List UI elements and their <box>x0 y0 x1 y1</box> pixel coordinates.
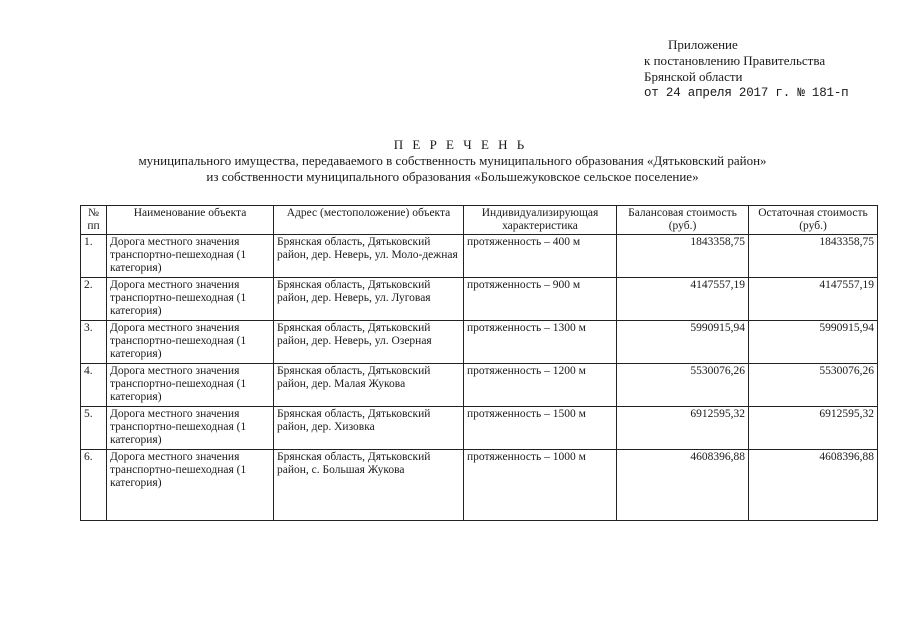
row-balance: 4608396,88 <box>617 450 749 521</box>
row-name: Дорога местного значения транспортно-пешеходная (1 категория) <box>107 450 274 521</box>
row-residual: 6912595,32 <box>749 407 878 450</box>
row-balance: 5990915,94 <box>617 321 749 364</box>
appendix-block <box>644 37 848 101</box>
row-num: 1. <box>81 235 107 278</box>
appendix-region-line: Брянской области <box>644 69 743 84</box>
heading-line-1: муниципального имущества, передаваемого в собственность муниципального образования «Дятьковский район» <box>138 153 767 168</box>
header-balance: Балансовая стоимость (руб.) <box>617 206 749 235</box>
row-name: Дорога местного значения транспортно-пешеходная (1 категория) <box>107 278 274 321</box>
row-num: 5. <box>81 407 107 450</box>
row-balance: 1843358,75 <box>617 235 749 278</box>
table-row <box>81 321 878 364</box>
row-num: 2. <box>81 278 107 321</box>
header-num: № пп <box>81 206 107 235</box>
row-balance: 6912595,32 <box>617 407 749 450</box>
row-num: 4. <box>81 364 107 407</box>
row-residual: 4608396,88 <box>749 450 878 521</box>
row-balance: 4147557,19 <box>617 278 749 321</box>
header-name: Наименование объекта <box>107 206 274 235</box>
row-residual: 4147557,19 <box>749 278 878 321</box>
header-residual: Остаточная стоимость (руб.) <box>749 206 878 235</box>
row-characteristic: протяженность – 400 м <box>464 235 617 278</box>
appendix-resolution-line: к постановлению Правительства <box>644 53 826 68</box>
row-address: Брянская область, Дятьковский район, дер. Хизовка <box>274 407 464 450</box>
row-characteristic: протяженность – 900 м <box>464 278 617 321</box>
table-row <box>81 235 878 278</box>
table-header-row <box>81 206 878 235</box>
row-name: Дорога местного значения транспортно-пешеходная (1 категория) <box>107 321 274 364</box>
header-address: Адрес (местоположение) объекта <box>274 206 464 235</box>
appendix-title: Приложение <box>668 37 738 52</box>
table-row <box>81 407 878 450</box>
row-address: Брянская область, Дятьковский район, дер. Неверь, ул. Моло-дежная <box>274 235 464 278</box>
row-num: 6. <box>81 450 107 521</box>
row-address: Брянская область, Дятьковский район, дер. Неверь, ул. Озерная <box>274 321 464 364</box>
row-characteristic: протяженность – 1200 м <box>464 364 617 407</box>
property-table <box>80 205 878 521</box>
row-name: Дорога местного значения транспортно-пешеходная (1 категория) <box>107 235 274 278</box>
row-name: Дорога местного значения транспортно-пешеходная (1 категория) <box>107 364 274 407</box>
row-characteristic: протяженность – 1500 м <box>464 407 617 450</box>
heading-line-2: из собственности муниципального образования «Большежуковское сельское поселение» <box>206 169 699 184</box>
row-characteristic: протяженность – 1000 м <box>464 450 617 521</box>
document-heading <box>0 136 905 185</box>
header-characteristic: Индивидуализирующая характеристика <box>464 206 617 235</box>
appendix-date-number: от 24 апреля 2017 г. № 181-п <box>644 86 849 100</box>
table-row <box>81 364 878 407</box>
row-residual: 1843358,75 <box>749 235 878 278</box>
row-name: Дорога местного значения транспортно-пешеходная (1 категория) <box>107 407 274 450</box>
row-address: Брянская область, Дятьковский район, дер. Неверь, ул. Луговая <box>274 278 464 321</box>
row-residual: 5990915,94 <box>749 321 878 364</box>
row-characteristic: протяженность – 1300 м <box>464 321 617 364</box>
table-row <box>81 278 878 321</box>
row-num: 3. <box>81 321 107 364</box>
row-residual: 5530076,26 <box>749 364 878 407</box>
document-title: П Е Р Е Ч Е Н Ь <box>393 137 528 152</box>
row-address: Брянская область, Дятьковский район, дер. Малая Жукова <box>274 364 464 407</box>
row-address: Брянская область, Дятьковский район, с. Большая Жукова <box>274 450 464 521</box>
table-row <box>81 450 878 521</box>
row-balance: 5530076,26 <box>617 364 749 407</box>
